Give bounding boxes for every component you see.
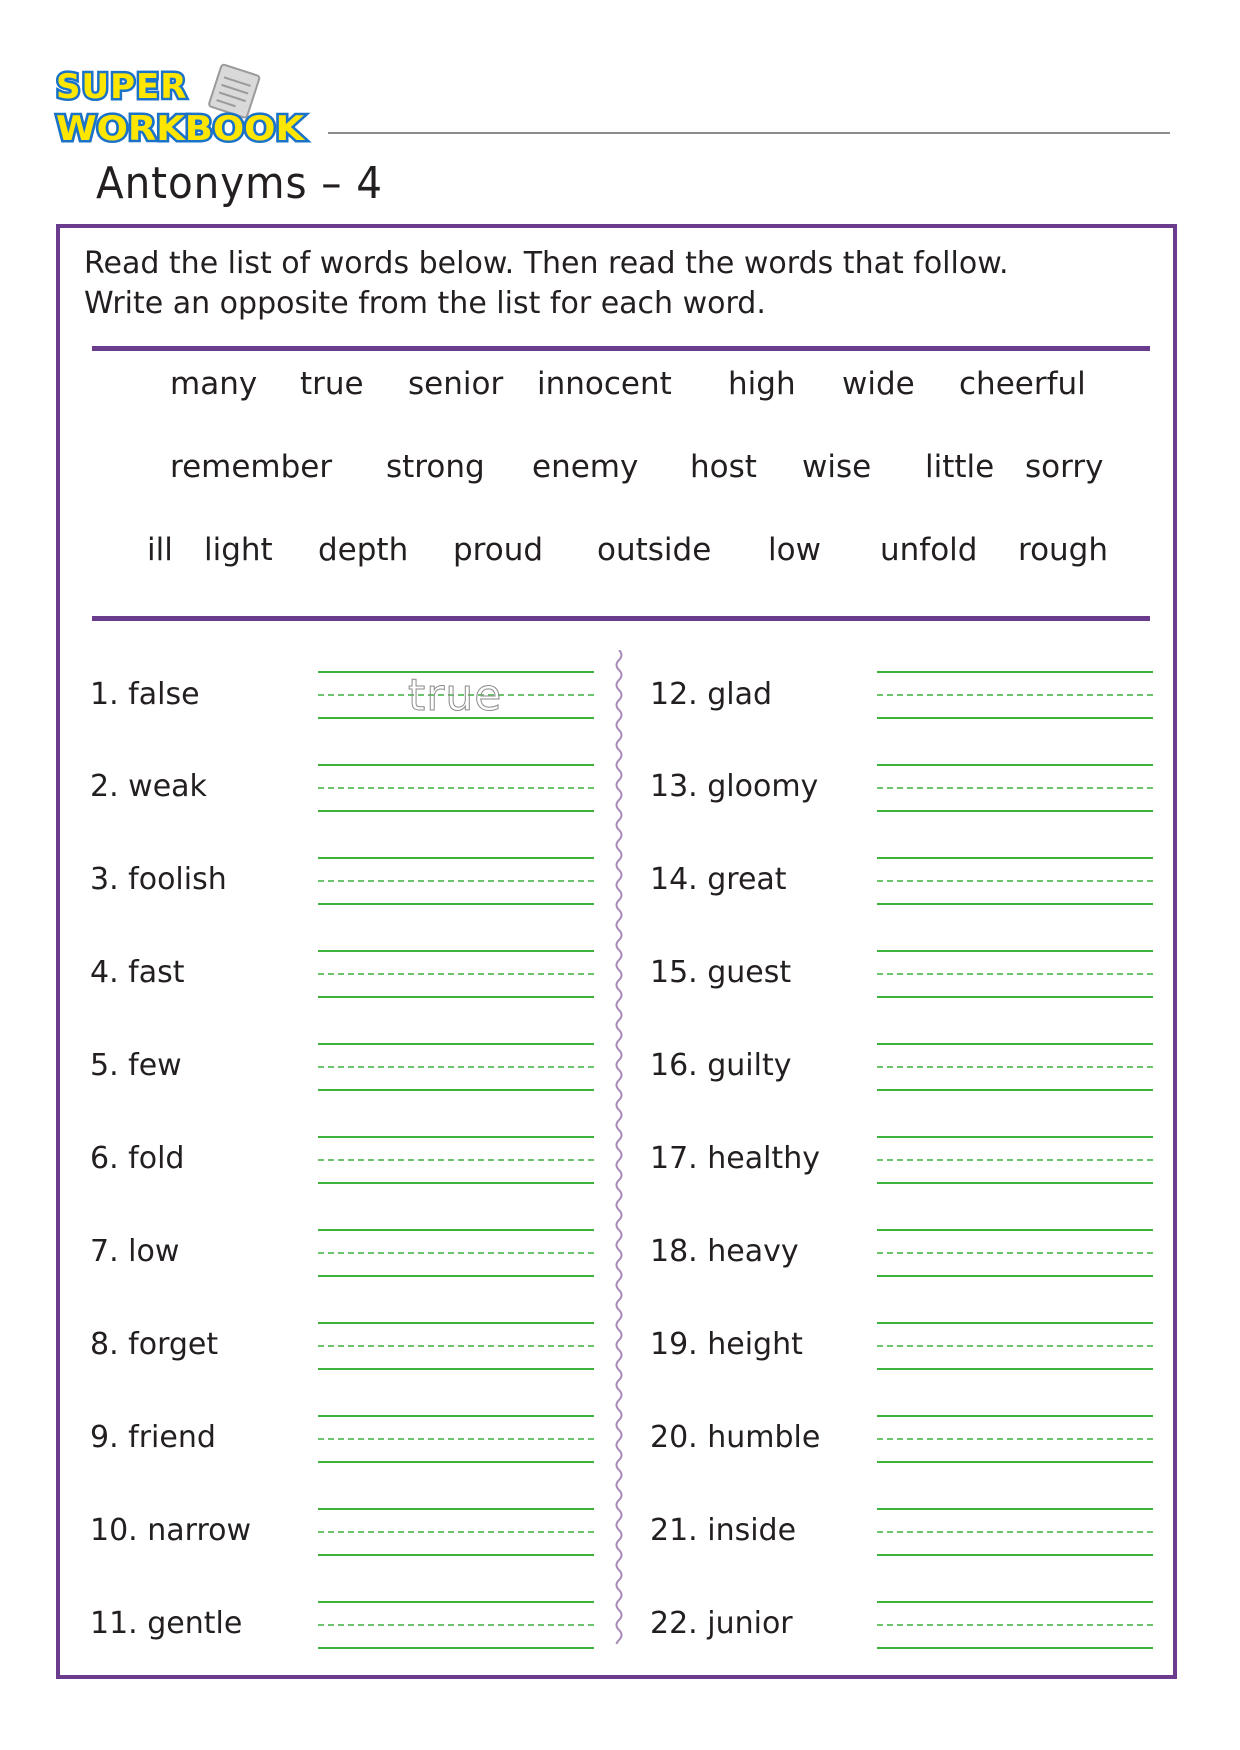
question-label: 10. narrow — [90, 1513, 252, 1548]
question-label: 9. friend — [90, 1420, 216, 1455]
word-bank-word: wide — [842, 366, 915, 402]
logo-line2: WORKBOOK — [56, 109, 306, 148]
answer-lines[interactable] — [318, 1601, 594, 1649]
word-bank-word: high — [728, 366, 796, 402]
question-label: 4. fast — [90, 955, 185, 990]
logo-line1: SUPER — [56, 67, 188, 107]
answer-lines[interactable] — [318, 1322, 594, 1370]
answer-lines[interactable] — [318, 1415, 594, 1463]
question-label: 12. glad — [650, 677, 773, 712]
answer-lines[interactable] — [318, 1136, 594, 1184]
question-label: 15. guest — [650, 955, 792, 990]
answer-lines[interactable] — [877, 1601, 1153, 1649]
answer-lines[interactable] — [877, 671, 1153, 719]
answer-lines[interactable] — [877, 950, 1153, 998]
answer-lines[interactable] — [318, 764, 594, 812]
answer-lines[interactable] — [318, 671, 594, 719]
instruction-line: Read the list of words below. Then read the words that follow. — [84, 246, 1009, 281]
word-bank-word: outside — [597, 532, 712, 568]
word-bank-word: many — [170, 366, 258, 402]
answer-lines[interactable] — [318, 1043, 594, 1091]
question-label: 11. gentle — [90, 1606, 243, 1641]
question-label: 20. humble — [650, 1420, 821, 1455]
word-bank-word: enemy — [532, 449, 639, 485]
answer-lines[interactable] — [877, 1508, 1153, 1556]
word-bank-word: host — [690, 449, 757, 485]
question-label: 1. false — [90, 677, 200, 712]
question-label: 2. weak — [90, 769, 207, 804]
answer-lines[interactable] — [877, 1229, 1153, 1277]
question-label: 17. healthy — [650, 1141, 820, 1176]
word-bank-word: unfold — [880, 532, 978, 568]
question-label: 5. few — [90, 1048, 182, 1083]
answer-lines[interactable] — [318, 857, 594, 905]
page-title: Antonyms – 4 — [96, 158, 383, 209]
question-label: 7. low — [90, 1234, 180, 1269]
question-label: 14. great — [650, 862, 787, 897]
question-label: 16. guilty — [650, 1048, 792, 1083]
word-bank-word: cheerful — [959, 366, 1086, 402]
word-bank-word: proud — [453, 532, 544, 568]
word-bank-word: senior — [408, 366, 504, 402]
question-label: 18. heavy — [650, 1234, 799, 1269]
word-bank-word: light — [204, 532, 273, 568]
word-bank-top-rule — [92, 346, 1150, 351]
question-label: 13. gloomy — [650, 769, 819, 804]
word-bank-word: wise — [802, 449, 872, 485]
question-label: 6. fold — [90, 1141, 185, 1176]
answer-lines[interactable] — [877, 1043, 1153, 1091]
instructions — [84, 244, 1144, 324]
answer-lines[interactable] — [877, 764, 1153, 812]
question-label: 19. height — [650, 1327, 803, 1362]
word-bank-word: little — [925, 449, 995, 485]
word-bank-word: remember — [170, 449, 333, 485]
word-bank-word: depth — [318, 532, 409, 568]
question-label: 3. foolish — [90, 862, 227, 897]
wavy-divider — [612, 650, 626, 1644]
word-bank-word: sorry — [1025, 449, 1104, 485]
answer-lines[interactable] — [318, 1508, 594, 1556]
word-bank-bottom-rule — [92, 616, 1150, 621]
traced-answer: true — [408, 670, 503, 721]
super-workbook-logo — [52, 62, 312, 148]
answer-lines[interactable] — [318, 1229, 594, 1277]
question-label: 21. inside — [650, 1513, 797, 1548]
instruction-line: Write an opposite from the list for each word. — [84, 286, 766, 321]
word-bank-word: true — [300, 366, 364, 402]
question-label: 8. forget — [90, 1327, 219, 1362]
answer-lines[interactable] — [877, 1136, 1153, 1184]
header-rule — [328, 132, 1170, 134]
word-bank-word: strong — [386, 449, 485, 485]
word-bank-word: ill — [147, 532, 173, 568]
question-label: 22. junior — [650, 1606, 793, 1641]
answer-lines[interactable] — [877, 1322, 1153, 1370]
answer-lines[interactable] — [318, 950, 594, 998]
word-bank-word: low — [768, 532, 821, 568]
word-bank-word: rough — [1018, 532, 1109, 568]
word-bank-word: innocent — [537, 366, 672, 402]
answer-lines[interactable] — [877, 857, 1153, 905]
answer-lines[interactable] — [877, 1415, 1153, 1463]
